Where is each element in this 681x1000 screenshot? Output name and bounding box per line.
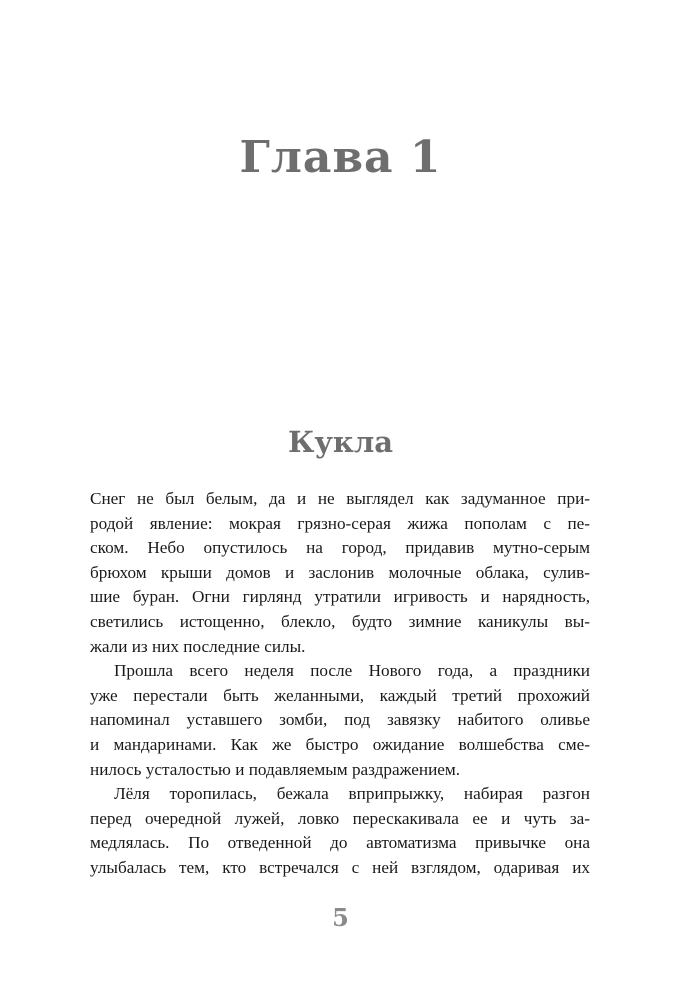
text-line: улыбалась тем, кто встречался с ней взглядом, одаривая их [90, 857, 590, 877]
text-line: Лёля торопилась, бежала вприпрыжку, набирая разгон [114, 784, 590, 804]
text-line: и мандаринами. Как же быстро ожидание волшебства сме- [90, 734, 590, 754]
paragraph [90, 782, 590, 880]
text-line: жали из них последние силы. [90, 636, 306, 656]
text-line: ском. Небо опустилось на город, придавив мутно-серым [90, 538, 590, 558]
text-line: напоминал уставшего зомби, под завязку набитого оливье [90, 710, 590, 730]
text-line: родой явление: мокрая грязно-серая жижа пополам с пе- [90, 513, 590, 533]
text-line: медлялась. По отведенной до автоматизма привычке она [90, 833, 590, 853]
body-text [90, 487, 590, 881]
chapter-title: Глава 1 [239, 132, 442, 183]
text-line: Снег не был белым, да и не выглядел как задуманное при- [90, 489, 590, 508]
text-line: брюхом крыши домов и заслонив молочные облака, сулив- [90, 562, 590, 582]
section-title: Кукла [287, 425, 394, 459]
text-line: уже перестали быть желанными, каждый третий прохожий [90, 685, 590, 705]
text-line: светились истощенно, блекло, будто зимние каникулы вы- [90, 611, 590, 631]
text-line: перед очередной лужей, ловко перескакивала ее и чуть за- [90, 808, 590, 828]
text-line: Прошла всего неделя после Нового года, а праздники [114, 661, 590, 681]
paragraph [90, 659, 590, 782]
page-number: 5 [332, 903, 349, 932]
paragraph [90, 487, 590, 659]
text-line: нилось усталостью и подавляемым раздражением. [90, 759, 461, 779]
text-line: шие буран. Огни гирлянд утратили игривость и нарядность, [90, 587, 590, 607]
